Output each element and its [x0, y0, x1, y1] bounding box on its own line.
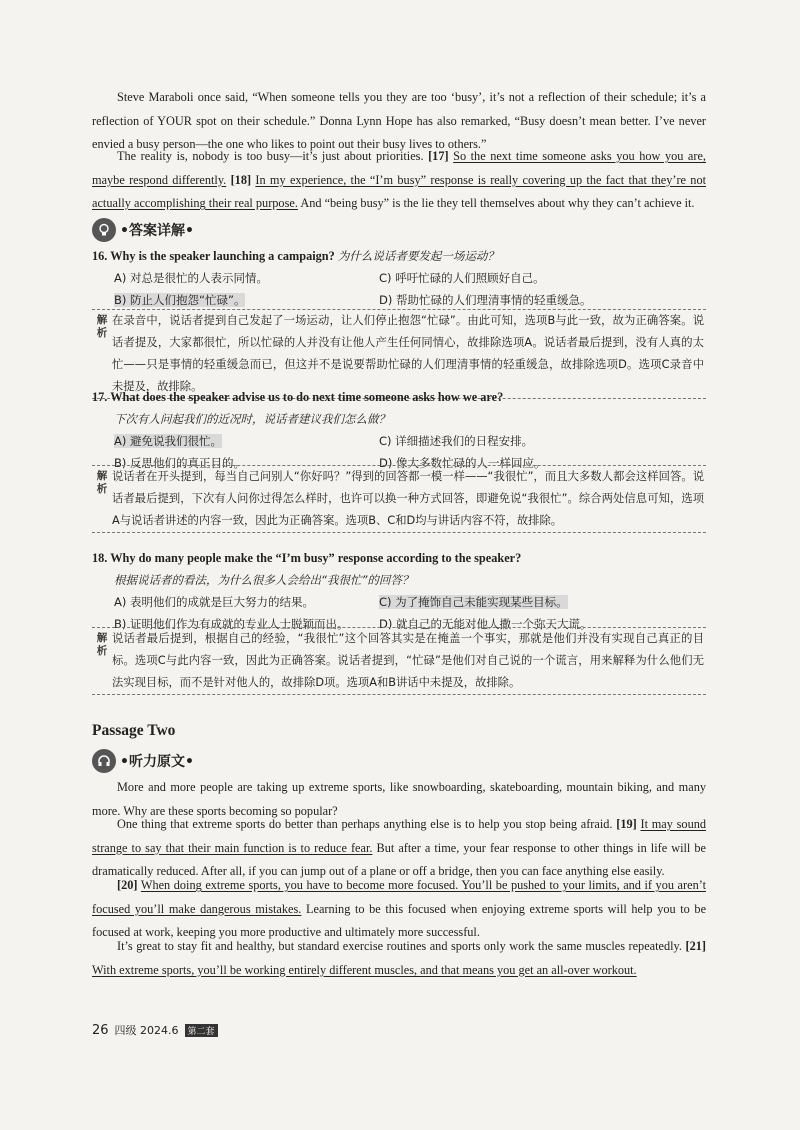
headphones-icon	[92, 749, 116, 773]
analysis-tag: 解析	[96, 470, 108, 495]
option-a: A) 对总是很忙的人表示同情。	[114, 271, 269, 285]
footer-tag: 第二套	[185, 1024, 218, 1037]
question-title: 18. Why do many people make the “I’m busy” response according to the speaker?	[92, 551, 522, 565]
analysis-tag: 解析	[96, 314, 108, 339]
underlined-18: In my experience, the “I’m busy” response is really covering up the fact that they’re not actually accomplishing their real purpose.	[92, 172, 707, 210]
passage-two-title: Passage Two	[92, 722, 176, 739]
analysis-text: 在录音中，说话者提到自己发起了一场运动，让人们停止抱怨“忙碌”。由此可知，选项B与此一致，故为正确答案。说话者提及，大家都很忙，所以忙碌的人并没有让他人产生任何同情心，故排除选项A。说话者最后提到，没有人真的太忙——只是事情的轻重缓急而已，但这并不是说要帮助忙碌的人们理清事情的轻重缓急，故排除选项D。选项C录音中未提及，故排除。	[112, 314, 704, 393]
question-title: 17. What does the speaker advise us to do next time someone asks how we are?	[92, 390, 504, 404]
question-16	[92, 245, 706, 311]
sentence: Learning to be this focused when enjoying extreme sports will help you to be focused at work, keeping you more productive and ultimately more successful.	[92, 901, 707, 939]
analysis-17	[92, 465, 706, 533]
underlined-20: When doing extreme sports, you have to become more focused. You’ll be pushed to your limits, and if you aren’t focused you’ll make dangerous mistakes.	[92, 878, 707, 916]
option-b: B) 证明他们作为有成就的专业人士脱颖而出。	[114, 617, 349, 631]
question-18	[92, 547, 706, 635]
answers-header	[92, 217, 194, 243]
question-17	[92, 386, 706, 474]
question-title-cn: 为什么说话者要发起一场运动？	[337, 249, 499, 263]
page-footer	[92, 1022, 218, 1038]
lightbulb-icon	[92, 218, 116, 242]
page-number: 26	[92, 1022, 109, 1038]
transcript-header-label: •听力原文•	[120, 754, 194, 770]
answers-header-label: •答案详解•	[120, 223, 194, 239]
footer-text: 四级 2024.6	[114, 1024, 179, 1037]
option-d: D) 就自己的无能对他人撒一个弥天大谎。	[379, 617, 592, 631]
marker-19: [19]	[616, 817, 637, 831]
option-b-correct: B) 防止人们抱怨“忙碌”。	[114, 293, 246, 307]
passage1-paragraph-2	[92, 145, 706, 216]
question-title-cn: 下次有人问起我们的近况时，说话者建议我们怎么做？	[114, 412, 390, 426]
passage2-paragraph-4	[92, 935, 706, 982]
question-title-cn: 根据说话者的看法，为什么很多人会给出“我很忙”的回答？	[114, 573, 414, 587]
transcript-header	[92, 748, 194, 774]
passage1-paragraph-1: Steve Maraboli once said, “When someone tells you they are too ‘busy’, it’s not a reflection of their schedule; it’s a reflection of YOUR spot on their schedule.” Donna Lynn Hope has also remarked, “Busy doesn’t mean better. I’ve never envied a busy person—the one who likes to point out their busy lives to others.”	[92, 90, 706, 151]
sentence: It’s great to stay fit and healthy, but standard exercise routines and sports only work the same muscles repeatedly.	[117, 939, 682, 953]
option-a-correct: A) 避免说我们很忙。	[114, 434, 223, 448]
passage2-paragraph-2	[92, 813, 706, 884]
marker-18: [18]	[230, 172, 252, 187]
analysis-text: 说话者最后提到，根据自己的经验，“我很忙”这个回答其实是在掩盖一个事实，那就是他们并没有实现自己真正的目标。选项C与此内容一致，因此为正确答案。说话者提到，“忙碌”是他们对自己说的一个谎言，用来解释为什么他们无法实现目标，而不是针对他人的，故排除D项。选项A和B讲话中未提及，故排除。	[112, 632, 704, 689]
marker-20: [20]	[117, 878, 138, 892]
sentence: One thing that extreme sports do better than perhaps anything else is to help you stop being afraid.	[117, 817, 613, 831]
underlined-19: It may sound strange to say that their main function is to reduce fear.	[92, 817, 707, 855]
marker-17: [17]	[428, 149, 449, 163]
passage2-paragraph-1: More and more people are taking up extreme sports, like snowboarding, skateboarding, mountain biking, and many more. Why are these sports becoming so popular?	[92, 780, 706, 818]
passage2-paragraph-3	[92, 874, 706, 945]
sentence: But after a time, your fear response to other things in life will be dramatically reduced. After all, if you can jump out of a plane or off a bridge, then you can face anything else easily.	[92, 840, 706, 878]
option-a: A) 表明他们的成就是巨大努力的结果。	[114, 595, 315, 609]
underlined-17: So the next time someone asks you how you are, maybe respond differently.	[92, 149, 707, 187]
underlined-21: With extreme sports, you’ll be working entirely different muscles, and that means you get an all-over workout.	[92, 962, 637, 977]
option-b: B) 反思他们的真正目的。	[114, 456, 246, 470]
option-c: C) 详细描述我们的日程安排。	[379, 434, 534, 448]
option-c-correct: C) 为了掩饰自己未能实现某些目标。	[379, 595, 568, 609]
analysis-text: 说话者在开头提到，每当自己问别人“你好吗？”得到的回答都一模一样——“我很忙”，而且大多数人都会这样回答。说话者最后提到，下次有人问你过得怎么样时，也许可以换一种方式回答，即避免说“我很忙”。综合两处信息可知，选项A与说话者讲述的内容一致，因此为正确答案。选项B、C和D均与讲话内容不符，故排除。	[112, 470, 704, 527]
option-d: D) 帮助忙碌的人们理清事情的轻重缓急。	[379, 293, 592, 307]
sentence: And “being busy” is the lie they tell themselves about why they can’t achieve it.	[300, 196, 695, 210]
sentence: The reality is, nobody is too busy—it’s just about priorities.	[117, 149, 424, 163]
option-d: D) 像大多数忙碌的人一样回应。	[379, 456, 546, 470]
analysis-tag: 解析	[96, 632, 108, 657]
marker-21: [21]	[685, 939, 706, 953]
analysis-18	[92, 627, 706, 695]
question-title: 16. Why is the speaker launching a campaign?	[92, 249, 335, 263]
option-c: C) 呼吁忙碌的人们照顾好自己。	[379, 271, 545, 285]
